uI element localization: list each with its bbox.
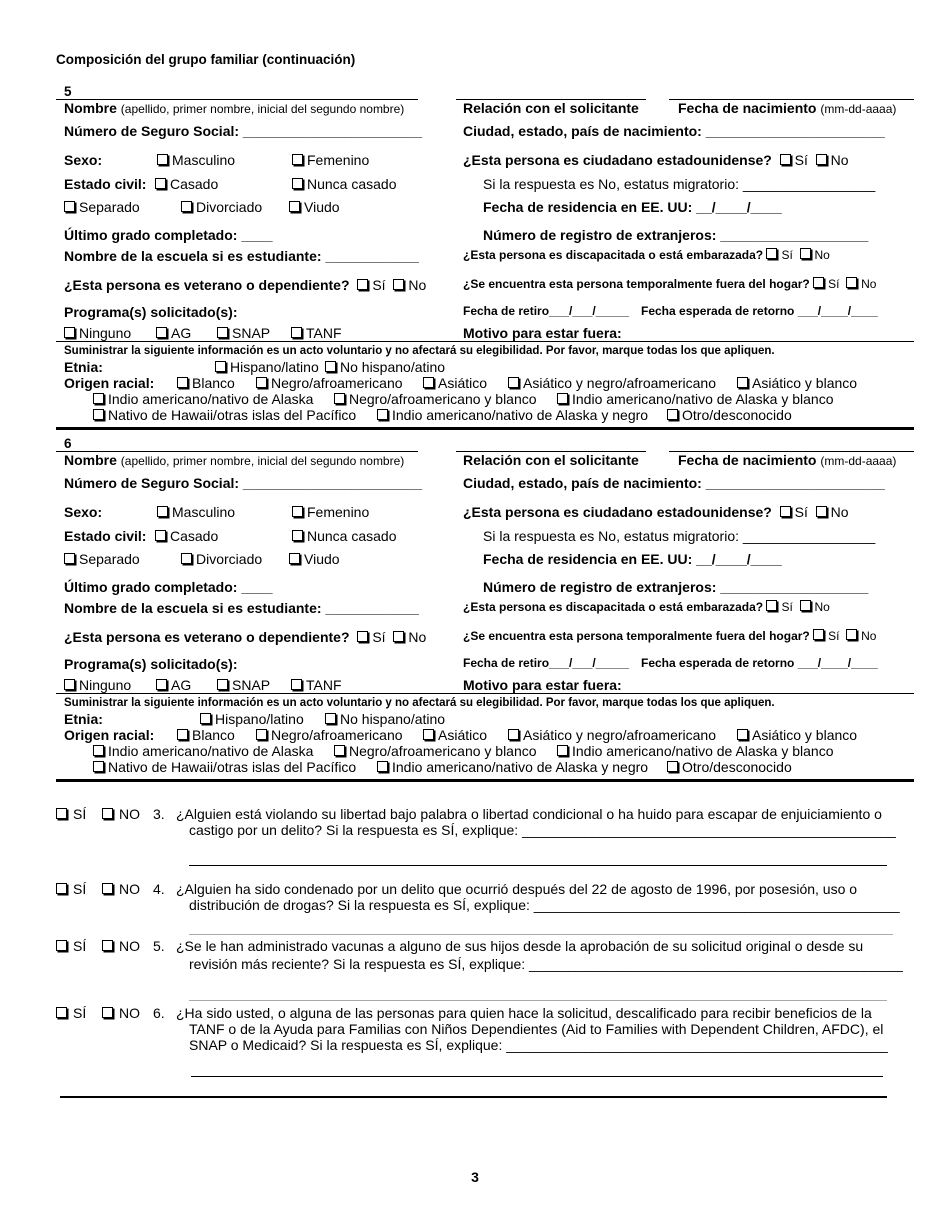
- race-checkbox[interactable]: Asiático: [423, 375, 487, 391]
- yes-checkbox[interactable]: SÍ: [56, 1005, 86, 1021]
- return-date-field[interactable]: Fecha esperada de retorno ___/____/____: [641, 656, 878, 670]
- bottom-rule: [60, 1096, 887, 1098]
- marital-label: Estado civil:: [64, 528, 147, 544]
- never-married-checkbox[interactable]: Nunca casado: [292, 528, 397, 544]
- non-hispanic-checkbox[interactable]: No hispano/atino: [325, 711, 445, 727]
- voluntary-notice: Suministrar la siguiente información es un acto voluntario y no afectará su elegibilidad. Por favor, marque todas los que apliquen.: [64, 697, 775, 709]
- sex-male-checkbox[interactable]: Masculino: [157, 152, 235, 168]
- program-tanf-checkbox[interactable]: TANF: [291, 325, 342, 341]
- race-checkbox[interactable]: Blanco: [177, 375, 235, 391]
- divorced-checkbox[interactable]: Divorciado: [181, 199, 262, 215]
- reason-field[interactable]: Motivo para estar fuera:: [463, 325, 622, 341]
- yes-checkbox[interactable]: SÍ: [56, 806, 86, 822]
- no-checkbox[interactable]: NO: [102, 938, 140, 954]
- race-checkbox[interactable]: Indio americano/nativo de Alaska y blanco: [557, 743, 834, 759]
- program-ag-checkbox[interactable]: AG: [156, 325, 191, 341]
- yes-checkbox[interactable]: SÍ: [56, 938, 86, 954]
- race-checkbox[interactable]: Nativo de Hawaii/otras islas del Pacífico: [93, 759, 356, 775]
- question-number: 6.: [153, 1005, 165, 1021]
- section-divider: [56, 779, 914, 782]
- school-field[interactable]: Nombre de la escuela si es estudiante: ____________: [64, 248, 419, 264]
- race-checkbox[interactable]: Asiático: [423, 727, 487, 743]
- veteran-question[interactable]: ¿Esta persona es veterano o dependiente? Sí No: [64, 629, 427, 645]
- member-number: 5: [64, 84, 72, 99]
- question-number: 3.: [153, 806, 165, 822]
- program-snap-checkbox[interactable]: SNAP: [217, 325, 270, 341]
- separated-checkbox[interactable]: Separado: [64, 199, 140, 215]
- migratory-status-field[interactable]: Si la respuesta es No, estatus migratorio: _________________: [483, 528, 876, 544]
- residence-date-field[interactable]: Fecha de residencia en EE. UU: __/____/____: [483, 551, 782, 567]
- ethnicity-label: Etnia:: [64, 711, 103, 727]
- question-explain-field[interactable]: SNAP o Medicaid? Si la respuesta es SÍ, explique: _________________________________________________: [189, 1037, 888, 1053]
- question-text: ¿Ha sido usted, o alguna de las personas para quien hace la solicitud, descalificado para recibir beneficios de la: [176, 1005, 872, 1021]
- widowed-checkbox[interactable]: Viudo: [289, 551, 340, 567]
- race-checkbox[interactable]: Negro/afroamericano: [256, 727, 403, 743]
- divorced-checkbox[interactable]: Divorciado: [181, 551, 262, 567]
- question-explain-field[interactable]: distribución de drogas? Si la respuesta es SÍ, explique: _______________________________________________: [189, 897, 900, 913]
- return-date-field[interactable]: Fecha esperada de retorno ___/____/____: [641, 304, 878, 318]
- disabled-question[interactable]: ¿Esta persona es discapacitada o está embarazada? Sí No: [463, 600, 830, 614]
- reason-field[interactable]: Motivo para estar fuera:: [463, 677, 622, 693]
- page-number: 3: [471, 1169, 479, 1185]
- alien-registration-field[interactable]: Número de registro de extranjeros: ___________________: [483, 579, 869, 595]
- sex-male-checkbox[interactable]: Masculino: [157, 504, 235, 520]
- dob-field[interactable]: Fecha de nacimiento (mm-dd-aaaa): [678, 452, 897, 468]
- race-checkbox[interactable]: Otro/desconocido: [667, 759, 792, 775]
- sex-label: Sexo:: [64, 504, 103, 520]
- program-none-checkbox[interactable]: Ninguno: [64, 325, 131, 341]
- away-question[interactable]: ¿Se encuentra esta persona temporalmente fuera del hogar? Sí No: [463, 277, 877, 291]
- race-checkbox[interactable]: Negro/afroamericano y blanco: [334, 743, 537, 759]
- race-checkbox[interactable]: Indio americano/nativo de Alaska y blanco: [557, 391, 834, 407]
- race-checkbox[interactable]: Indio americano/nativo de Alaska y negro: [377, 407, 648, 423]
- migratory-status-field[interactable]: Si la respuesta es No, estatus migratorio: _________________: [483, 176, 876, 192]
- hispanic-checkbox[interactable]: Hispano/latino: [215, 359, 319, 375]
- program-tanf-checkbox[interactable]: TANF: [291, 677, 342, 693]
- name-field[interactable]: Nombre (apellido, primer nombre, inicial del segundo nombre): [64, 100, 405, 116]
- citizen-question[interactable]: ¿Esta persona es ciudadano estadounidense? Sí No: [463, 152, 849, 168]
- answer-line[interactable]: [189, 865, 887, 866]
- grade-field[interactable]: Último grado completado: ____: [64, 579, 273, 595]
- no-checkbox[interactable]: NO: [102, 881, 140, 897]
- sex-female-checkbox[interactable]: Femenino: [292, 504, 369, 520]
- programs-label: Programa(s) solicitado(s):: [64, 304, 238, 320]
- non-hispanic-checkbox[interactable]: No hispano/atino: [325, 359, 445, 375]
- member-section-6: [0, 352, 950, 782]
- race-label: Origen racial:: [64, 727, 155, 743]
- race-checkbox[interactable]: Asiático y blanco: [737, 375, 857, 391]
- race-checkbox[interactable]: Indio americano/nativo de Alaska y negro: [377, 759, 648, 775]
- program-none-checkbox[interactable]: Ninguno: [64, 677, 131, 693]
- away-question[interactable]: ¿Se encuentra esta persona temporalmente fuera del hogar? Sí No: [463, 629, 877, 643]
- question-text: ¿Alguien está violando su libertad bajo palabra o libertad condicional o ha huido para escapar de enjuiciamiento o: [176, 806, 882, 822]
- marital-label: Estado civil:: [64, 176, 147, 192]
- sex-female-checkbox[interactable]: Femenino: [292, 152, 369, 168]
- disabled-question[interactable]: ¿Esta persona es discapacitada o está embarazada? Sí No: [463, 248, 830, 262]
- race-checkbox[interactable]: Indio americano/nativo de Alaska: [93, 743, 313, 759]
- race-checkbox[interactable]: Negro/afroamericano y blanco: [334, 391, 537, 407]
- race-checkbox[interactable]: Otro/desconocido: [667, 407, 792, 423]
- question-text: ¿Alguien ha sido condenado por un delito que ocurrió después del 22 de agosto de 1996, por posesión, uso o: [176, 881, 858, 897]
- member-number: 6: [64, 436, 72, 451]
- dob-field[interactable]: Fecha de nacimiento (mm-dd-aaaa): [678, 100, 897, 116]
- separated-checkbox[interactable]: Separado: [64, 551, 140, 567]
- race-checkbox[interactable]: Asiático y negro/afroamericano: [508, 375, 716, 391]
- sex-label: Sexo:: [64, 152, 103, 168]
- question-number: 4.: [153, 881, 165, 897]
- widowed-checkbox[interactable]: Viudo: [289, 199, 340, 215]
- name-field[interactable]: Nombre (apellido, primer nombre, inicial del segundo nombre): [64, 452, 405, 468]
- programs-label: Programa(s) solicitado(s):: [64, 656, 238, 672]
- school-field[interactable]: Nombre de la escuela si es estudiante: ____________: [64, 600, 419, 616]
- voluntary-notice: Suministrar la siguiente información es un acto voluntario y no afectará su elegibilidad. Por favor, marque todas los que apliquen.: [64, 345, 775, 357]
- birthplace-field[interactable]: Ciudad, estado, país de nacimiento: _______________________: [463, 123, 885, 139]
- never-married-checkbox[interactable]: Nunca casado: [292, 176, 397, 192]
- married-checkbox[interactable]: Casado: [155, 528, 218, 544]
- answer-line[interactable]: [189, 934, 893, 935]
- departure-date-field[interactable]: Fecha de retiro___/___/_____: [463, 304, 630, 318]
- program-ag-checkbox[interactable]: AG: [156, 677, 191, 693]
- married-checkbox[interactable]: Casado: [155, 176, 218, 192]
- yes-checkbox[interactable]: SÍ: [56, 881, 86, 897]
- citizen-question[interactable]: ¿Esta persona es ciudadano estadounidense? Sí No: [463, 504, 849, 520]
- race-checkbox[interactable]: Nativo de Hawaii/otras islas del Pacífico: [93, 407, 356, 423]
- relation-field[interactable]: Relación con el solicitante: [463, 452, 639, 468]
- answer-line[interactable]: [189, 1000, 887, 1001]
- alien-registration-field[interactable]: Número de registro de extranjeros: ___________________: [483, 227, 869, 243]
- race-checkbox[interactable]: Negro/afroamericano: [256, 375, 403, 391]
- page-title: Composición del grupo familiar (continuación): [56, 52, 356, 67]
- birthplace-field[interactable]: Ciudad, estado, país de nacimiento: _______________________: [463, 475, 885, 491]
- departure-date-field[interactable]: Fecha de retiro___/___/_____: [463, 656, 630, 670]
- no-checkbox[interactable]: NO: [102, 806, 140, 822]
- ssn-field[interactable]: Número de Seguro Social: _______________________: [64, 475, 423, 491]
- question-text: ¿Se le han administrado vacunas a alguno de sus hijos desde la aprobación de su solicitud original o desde su: [176, 938, 864, 954]
- grade-field[interactable]: Último grado completado: ____: [64, 227, 273, 243]
- race-checkbox[interactable]: Asiático y negro/afroamericano: [508, 727, 716, 743]
- question-explain-field[interactable]: castigo por un delito? Si la respuesta es SÍ, explique: ________________________________________________: [189, 822, 896, 838]
- question-text-continued: TANF o de la Ayuda para Familias con Niños Dependientes (Aid to Families with Dependent Children, AFDC), el: [189, 1021, 884, 1037]
- race-checkbox[interactable]: Blanco: [177, 727, 235, 743]
- race-label: Origen racial:: [64, 375, 155, 391]
- relation-field[interactable]: Relación con el solicitante: [463, 100, 639, 116]
- answer-line[interactable]: [191, 1076, 883, 1077]
- question-number: 5.: [153, 938, 165, 954]
- program-snap-checkbox[interactable]: SNAP: [217, 677, 270, 693]
- no-checkbox[interactable]: NO: [102, 1005, 140, 1021]
- race-checkbox[interactable]: Indio americano/nativo de Alaska: [93, 391, 313, 407]
- race-checkbox[interactable]: Asiático y blanco: [737, 727, 857, 743]
- ssn-field[interactable]: Número de Seguro Social: _______________________: [64, 123, 423, 139]
- ethnicity-label: Etnia:: [64, 359, 103, 375]
- veteran-question[interactable]: ¿Esta persona es veterano o dependiente? Sí No: [64, 277, 427, 293]
- residence-date-field[interactable]: Fecha de residencia en EE. UU: __/____/____: [483, 199, 782, 215]
- question-explain-field[interactable]: revisión más reciente? Si la respuesta es SÍ, explique: ________________________________________________: [189, 956, 903, 972]
- hispanic-checkbox[interactable]: Hispano/latino: [200, 711, 304, 727]
